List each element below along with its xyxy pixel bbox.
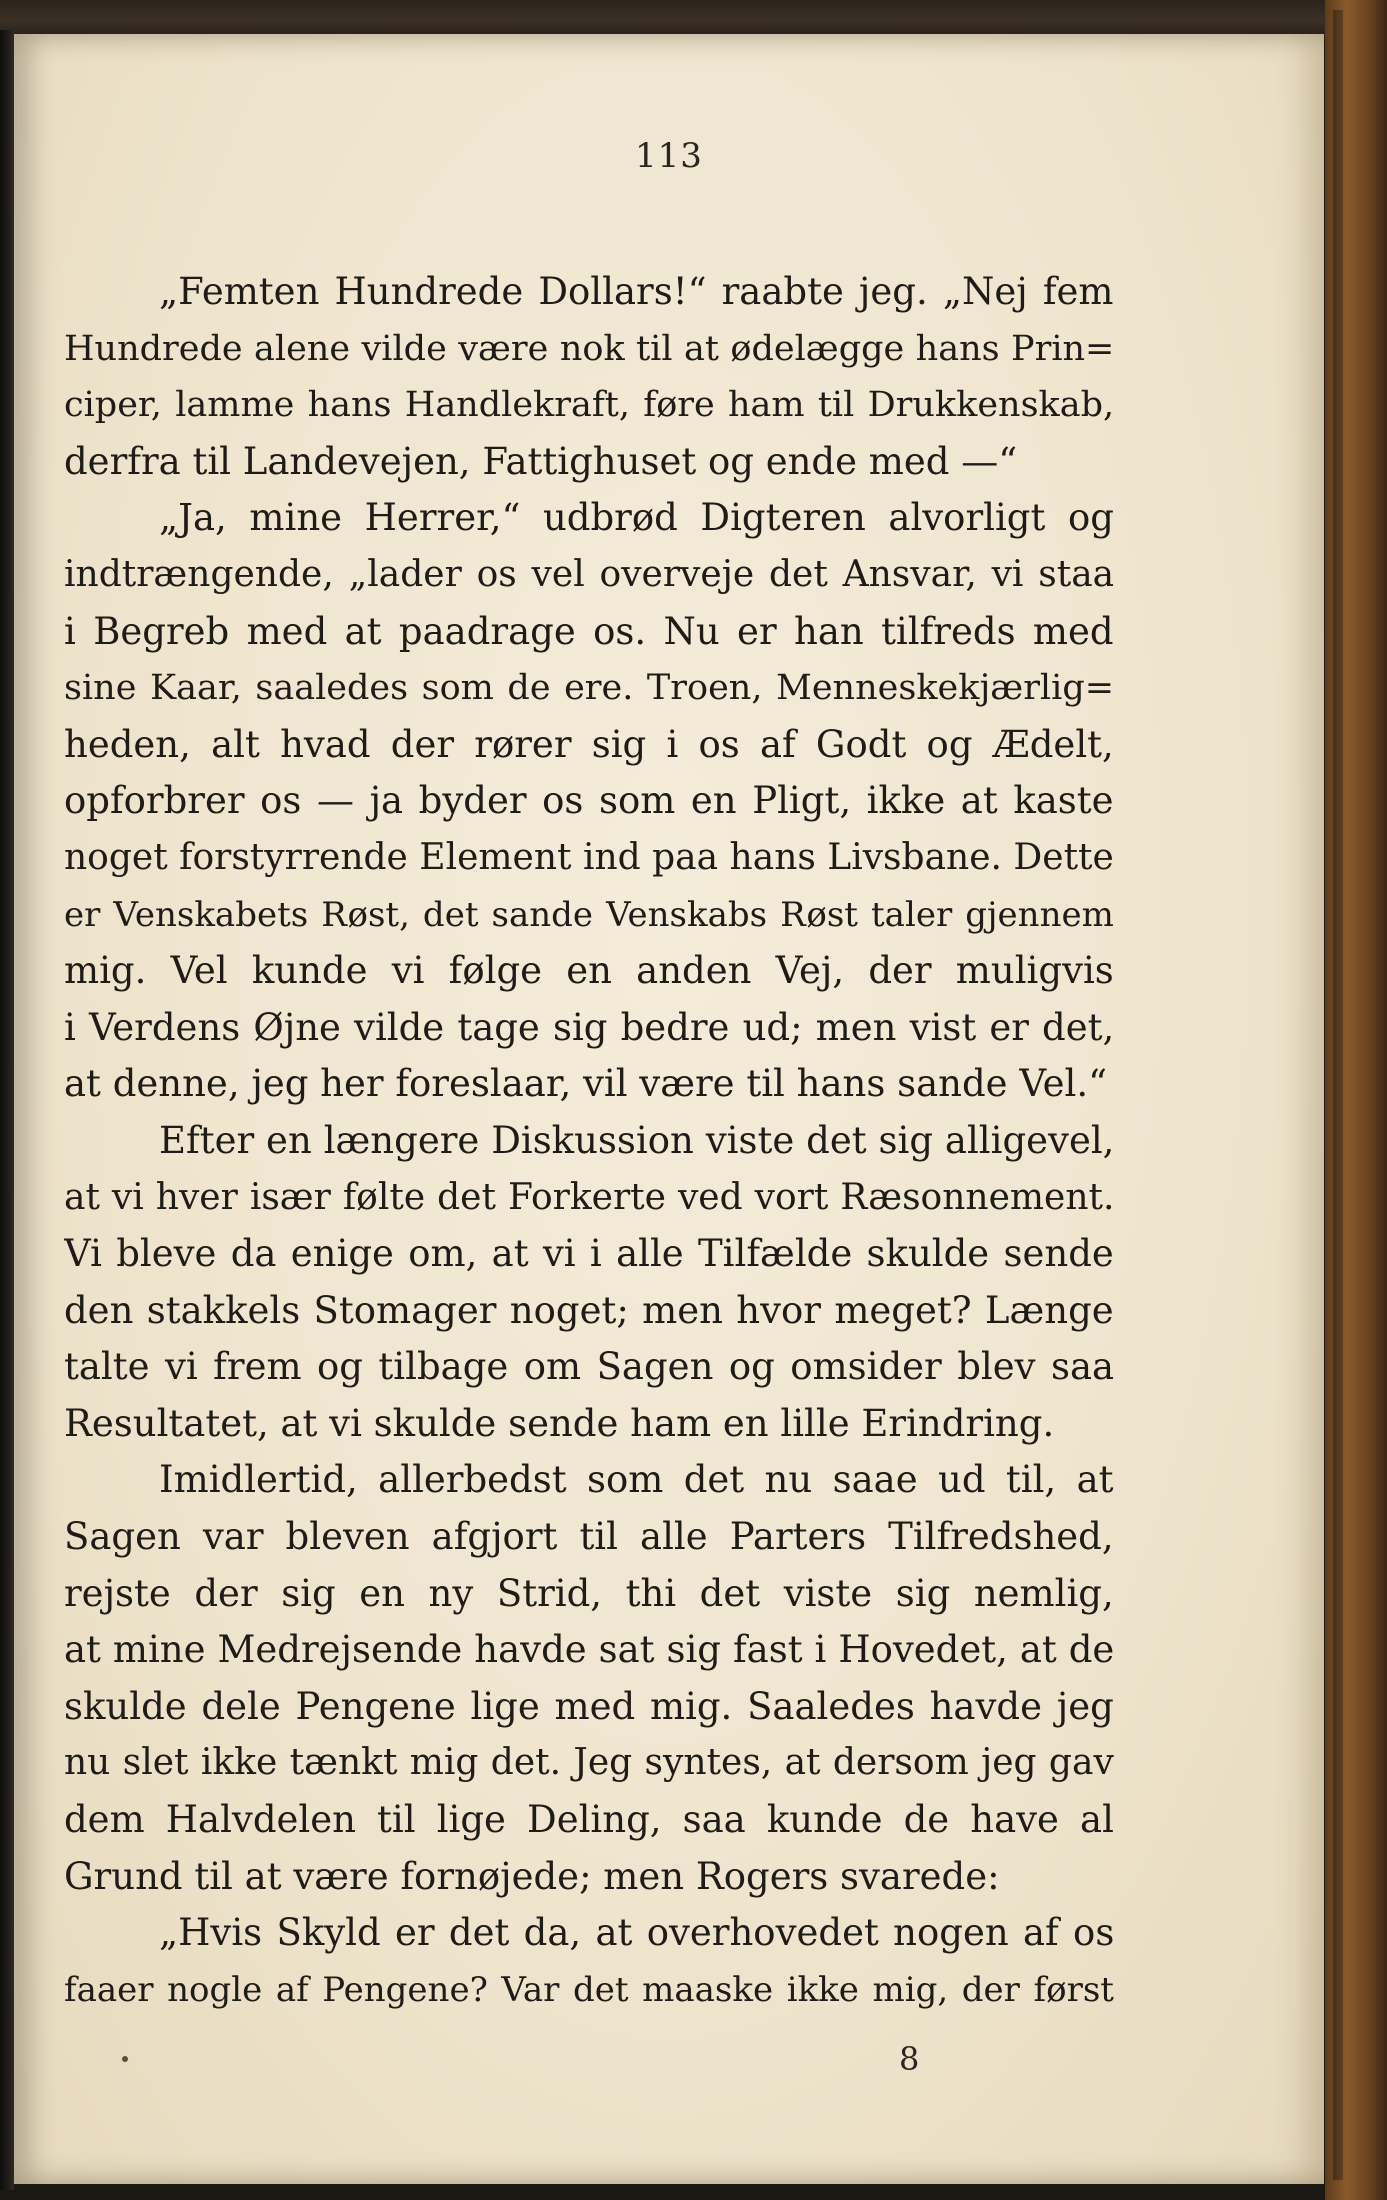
text-line: [64, 887, 1114, 944]
text-line-content: nu slet ikke tænkt mig det. Jeg syntes, at dersom jeg gav: [64, 1742, 1114, 1784]
text-line: [64, 943, 1114, 1000]
text-line: [64, 1622, 1114, 1679]
text-line: [64, 1170, 1114, 1227]
text-line-content: Vi bleve da enige om, at vi i alle Tilfælde skulde sende: [64, 1232, 1114, 1276]
text-line-content: den stakkels Stomager noget; men hvor meget? Længe: [64, 1288, 1114, 1332]
text-line-content: derfra til Landevejen, Fattighuset og ende med —“: [64, 439, 1018, 483]
text-line: [64, 1735, 1114, 1792]
text-line-content: at mine Medrejsende havde sat sig fast i Hovedet, at de: [64, 1628, 1114, 1672]
text-line-content: noget forstyrrende Element ind paa hans Livsbane. Dette: [64, 836, 1114, 878]
book-cover-edge: [1325, 0, 1387, 2200]
text-line-content: „Hvis Skyld er det da, at overhovedet nogen af os: [159, 1911, 1114, 1955]
text-line: [64, 1226, 1114, 1283]
text-line: [64, 604, 1114, 661]
text-line-content: faaer nogle af Pengene? Var det maaske ikke mig, der først: [64, 1969, 1114, 2010]
text-line-content: Resultatet, at vi skulde sende ham en lille Erindring.: [64, 1401, 1055, 1445]
text-line: [64, 377, 1114, 434]
text-line: [64, 1396, 1114, 1453]
text-line: [64, 717, 1114, 774]
text-line-content: heden, alt hvad der rører sig i os af Godt og Ædelt,: [64, 722, 1114, 766]
text-line: [64, 264, 1114, 321]
body-text: [64, 264, 1114, 2018]
text-line: [64, 1452, 1114, 1509]
page-sheet: [14, 34, 1324, 2184]
text-line-content: opforbrer os — ja byder os som en Pligt, ikke at kaste: [64, 779, 1114, 823]
text-line-content: er Venskabets Røst, det sande Venskabs Røst taler gjennem: [64, 894, 1114, 935]
text-line: [64, 1339, 1114, 1396]
text-line: [64, 434, 1114, 491]
text-line: [64, 1792, 1114, 1849]
text-line: [64, 1679, 1114, 1736]
text-line-content: rejste der sig en ny Strid, thi det viste sig nemlig,: [64, 1571, 1114, 1615]
text-line-content: Grund til at være fornøjede; men Rogers svarede:: [64, 1854, 1000, 1898]
text-line: [64, 660, 1114, 717]
text-line: [64, 1566, 1114, 1623]
ink-speck: [122, 2056, 128, 2062]
book-gutter: [0, 30, 14, 2190]
text-line: [64, 830, 1114, 887]
text-line: [64, 1509, 1114, 1566]
text-line-content: i Verdens Øjne vilde tage sig bedre ud; men vist er det,: [64, 1005, 1114, 1049]
text-line-content: Sagen var bleven afgjort til alle Parters Tilfredshed,: [64, 1515, 1114, 1559]
text-line-content: i Begreb med at paadrage os. Nu er han tilfreds med: [64, 609, 1114, 653]
text-line: [64, 490, 1114, 547]
text-line: [64, 1962, 1114, 2019]
text-line: [64, 1113, 1114, 1170]
text-line-content: Efter en længere Diskussion viste det sig alligevel,: [159, 1118, 1114, 1162]
text-line: [64, 1283, 1114, 1340]
text-line-content: Imidlertid, allerbedst som det nu saae ud til, at: [159, 1458, 1114, 1502]
text-line: [64, 1849, 1114, 1906]
text-line: [64, 1905, 1114, 1962]
text-line-content: at vi hver især følte det Forkerte ved vort Ræsonnement.: [64, 1176, 1114, 1218]
text-line-content: at denne, jeg her foreslaar, vil være til hans sande Vel.“: [64, 1062, 1108, 1106]
text-line-content: mig. Vel kunde vi følge en anden Vej, der muligvis: [64, 949, 1114, 993]
page-number: 113: [635, 136, 703, 176]
text-line-content: skulde dele Pengene lige med mig. Saaledes havde jeg: [64, 1684, 1114, 1728]
text-line-content: „Ja, mine Herrer,“ udbrød Digteren alvorligt og: [159, 496, 1114, 540]
text-line-content: dem Halvdelen til lige Deling, saa kunde de have al: [64, 1798, 1114, 1842]
text-line: [64, 773, 1114, 830]
text-line-content: sine Kaar, saaledes som de ere. Troen, Menneskekjærlig=: [64, 668, 1114, 709]
text-line-content: indtrængende, „lader os vel overveje det Ansvar, vi staa: [64, 553, 1114, 595]
text-line-content: ciper, lamme hans Handlekraft, føre ham til Drukkenskab,: [64, 385, 1114, 426]
text-line: [64, 1000, 1114, 1057]
signature-mark: 8: [899, 2040, 920, 2078]
text-line: [64, 1056, 1114, 1113]
text-line-content: „Femten Hundrede Dollars!“ raabte jeg. „Nej fem: [159, 270, 1114, 313]
text-line-content: talte vi frem og tilbage om Sagen og omsider blev saa: [64, 1345, 1114, 1389]
text-line: [64, 321, 1114, 378]
text-line: [64, 547, 1114, 604]
text-line-content: Hundrede alene vilde være nok til at ødelægge hans Prin=: [64, 328, 1114, 369]
